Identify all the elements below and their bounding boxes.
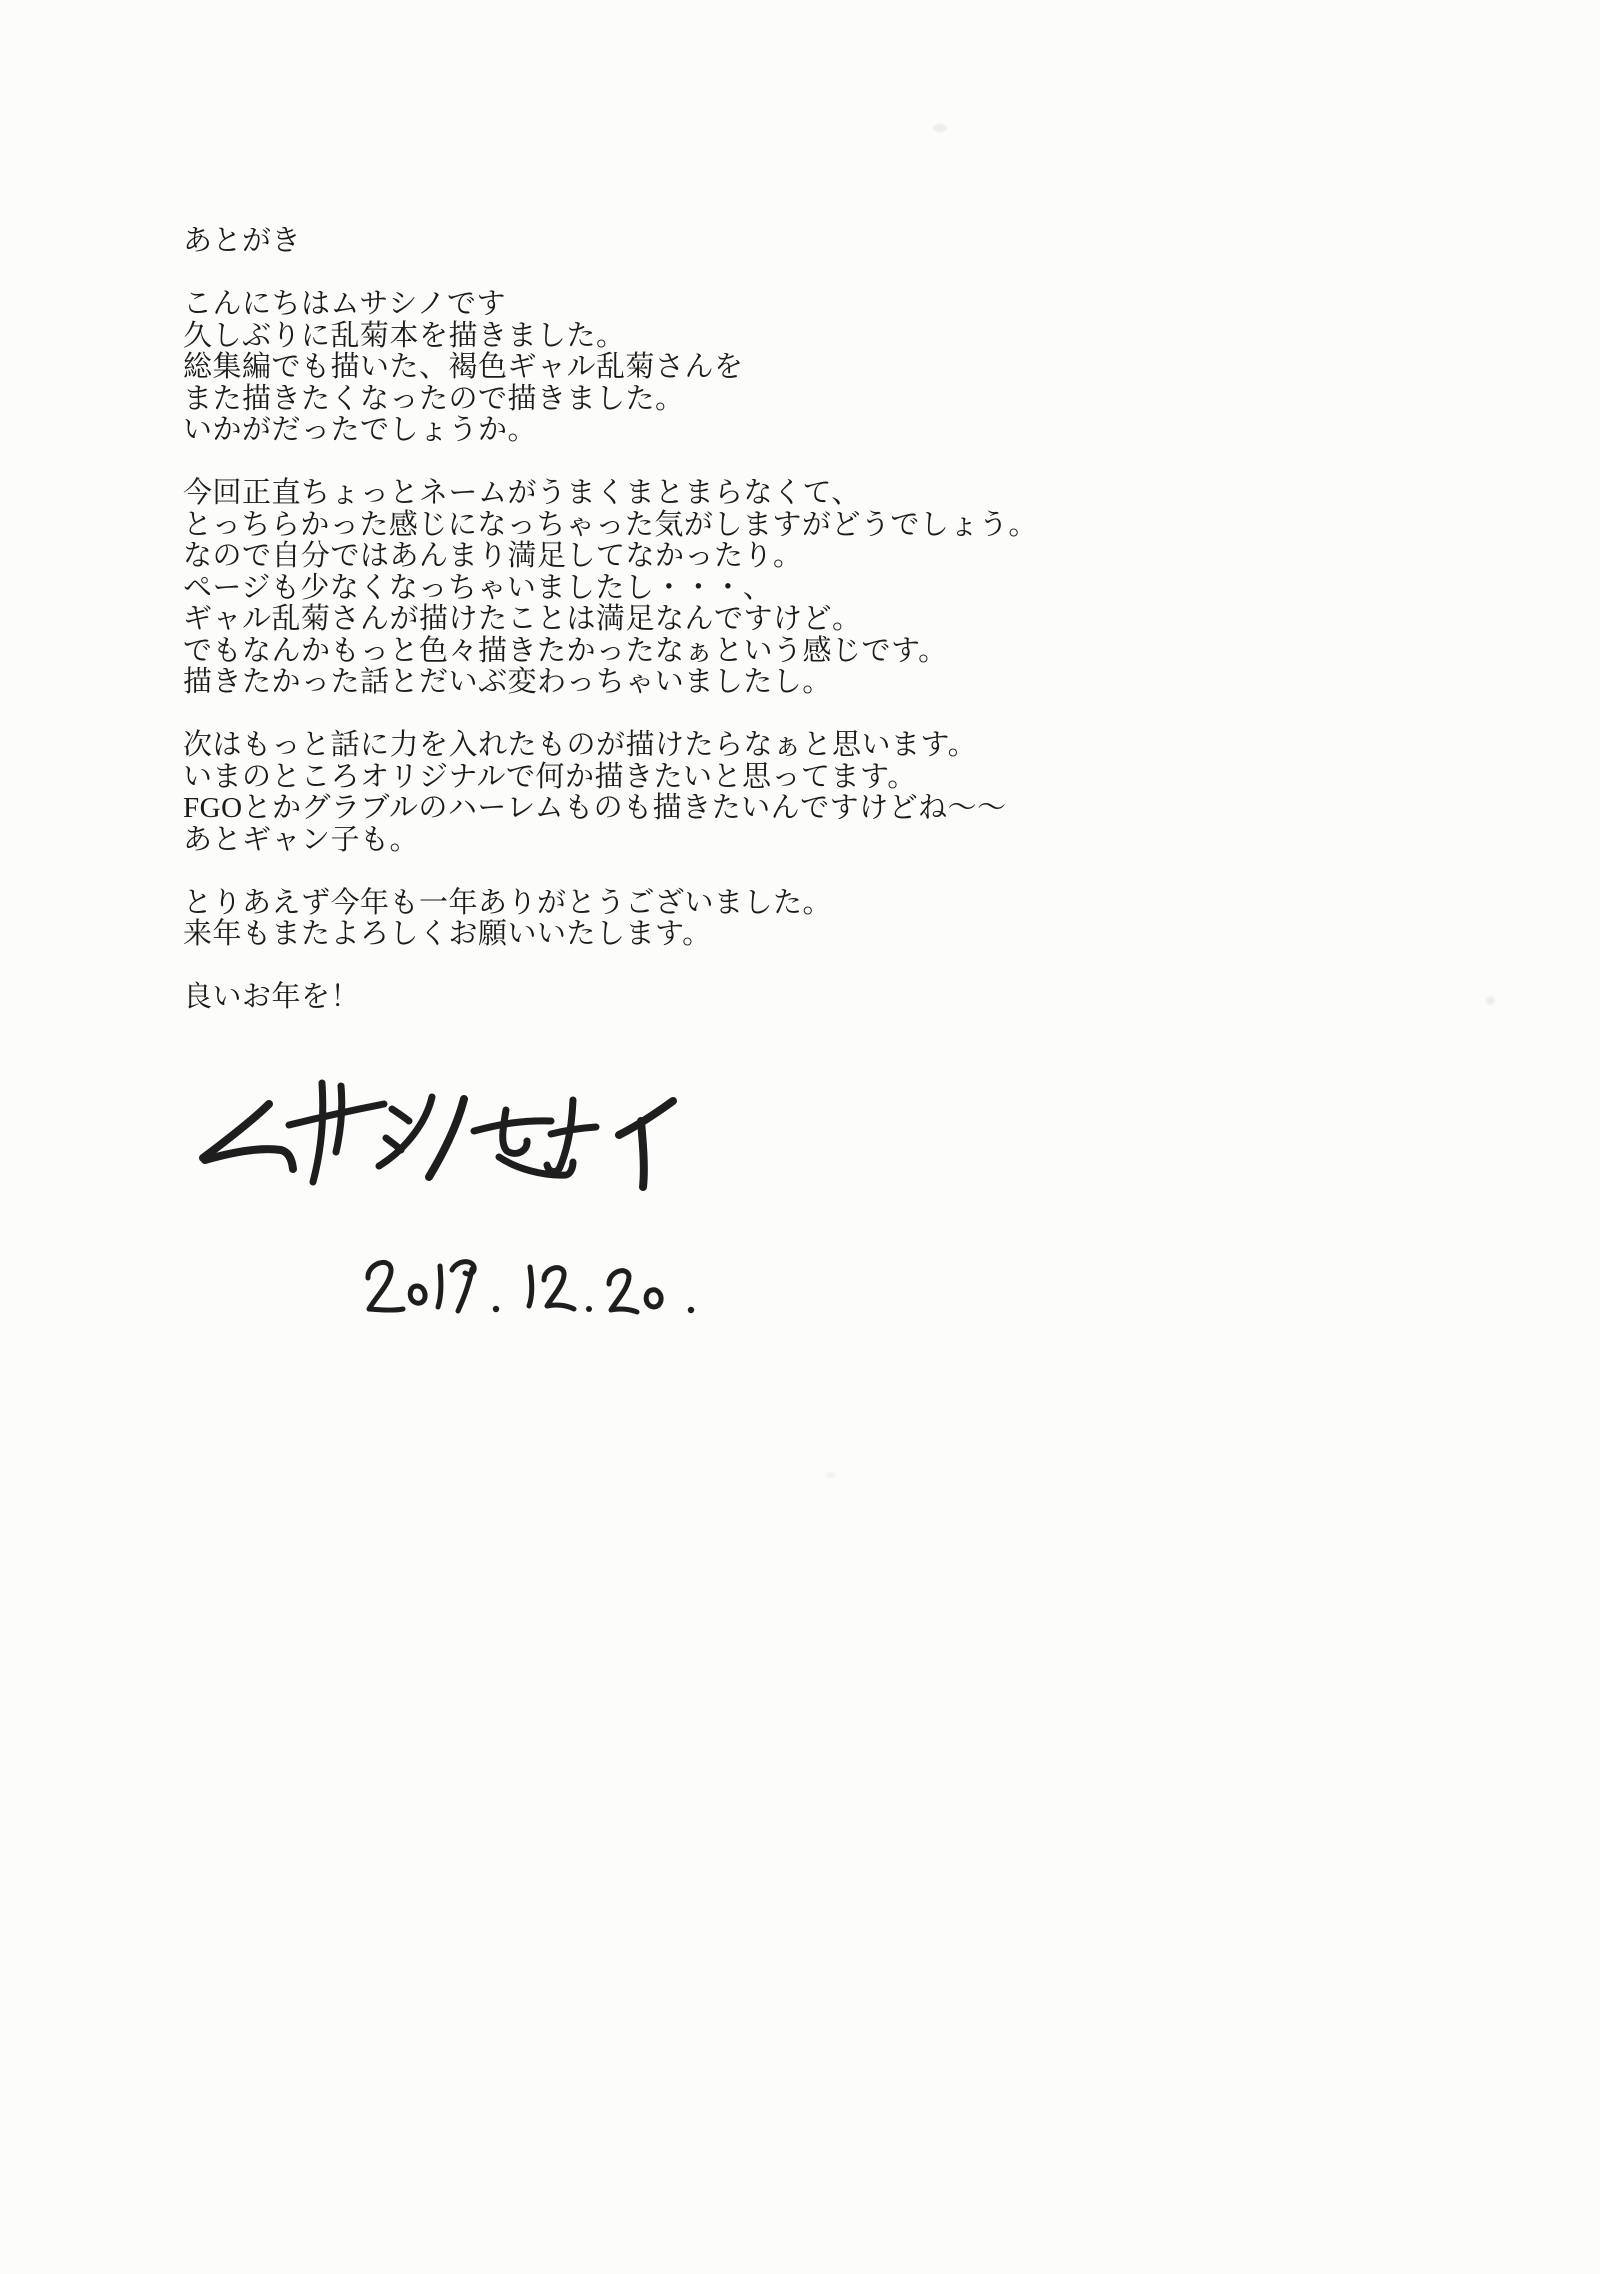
afterword-title: あとがき (183, 225, 302, 257)
signature-char-shi (379, 1097, 432, 1166)
scan-speck (1486, 996, 1495, 1005)
date-digits (368, 1262, 661, 1312)
text-line: でもなんかもっと色々描きたかったなぁという感じです。 (183, 634, 948, 667)
text-line: ギャル乱菊さんが描けたことは満足なんですけど。 (183, 603, 862, 635)
paragraph-future-plans (183, 730, 1423, 856)
signature-handwriting (185, 1068, 685, 1198)
scan-speck (933, 124, 947, 132)
signature-char-mu (203, 1104, 293, 1169)
paragraph-thanks (183, 888, 1423, 951)
text-line: とっちらかった感じになっちゃった気がしますがどうでしょう。 (183, 508, 1038, 541)
text-line: とりあえず今年も一年ありがとうございました。 (183, 886, 833, 919)
signature-char-sa (289, 1083, 384, 1182)
closing-line: 良いお年を！ (183, 981, 361, 1013)
scan-speck (826, 1472, 836, 1478)
text-line: いかがだったでしょうか。 (183, 414, 538, 446)
text-line: こんにちはムサシノです (183, 288, 507, 320)
text-line: 総集編でも描いた、褐色ギャル乱菊さんを (183, 351, 744, 383)
signature-date-handwriting (360, 1253, 700, 1323)
text-line: 久しぶりに乱菊本を描きました。 (183, 319, 626, 352)
text-line: また描きたくなったので描きました。 (183, 382, 685, 415)
text-line: ページも少なくなっちゃいましたし・・・、 (183, 571, 773, 604)
text-line: 来年もまたよろしくお願いいたします。 (183, 918, 712, 950)
text-line: あとギャン子も。 (183, 823, 420, 856)
signature-char-no (429, 1099, 464, 1177)
afterword-text (183, 226, 1423, 1045)
paragraph-greeting (183, 289, 1423, 447)
text-line: 次はもっと話に力を入れたものが描けたらなぁと思います。 (183, 729, 978, 761)
text-line: なので自分ではあんまり満足してなかったり。 (183, 540, 803, 572)
text-line: FGOとかグラブルのハーレムものも描きたいんですけどね〜〜 (183, 792, 1007, 824)
date-periods (493, 1306, 694, 1313)
paragraph-reflection (183, 478, 1423, 699)
signature-char-i (619, 1101, 673, 1187)
text-line: 描きたかった話とだいぶ変わっちゃいましたし。 (183, 666, 832, 698)
text-line: 今回正直ちょっとネームがうまくまとまらなくて、 (183, 477, 861, 509)
text-line: いまのところオリジナルで何か描きたいと思ってます。 (183, 760, 917, 793)
